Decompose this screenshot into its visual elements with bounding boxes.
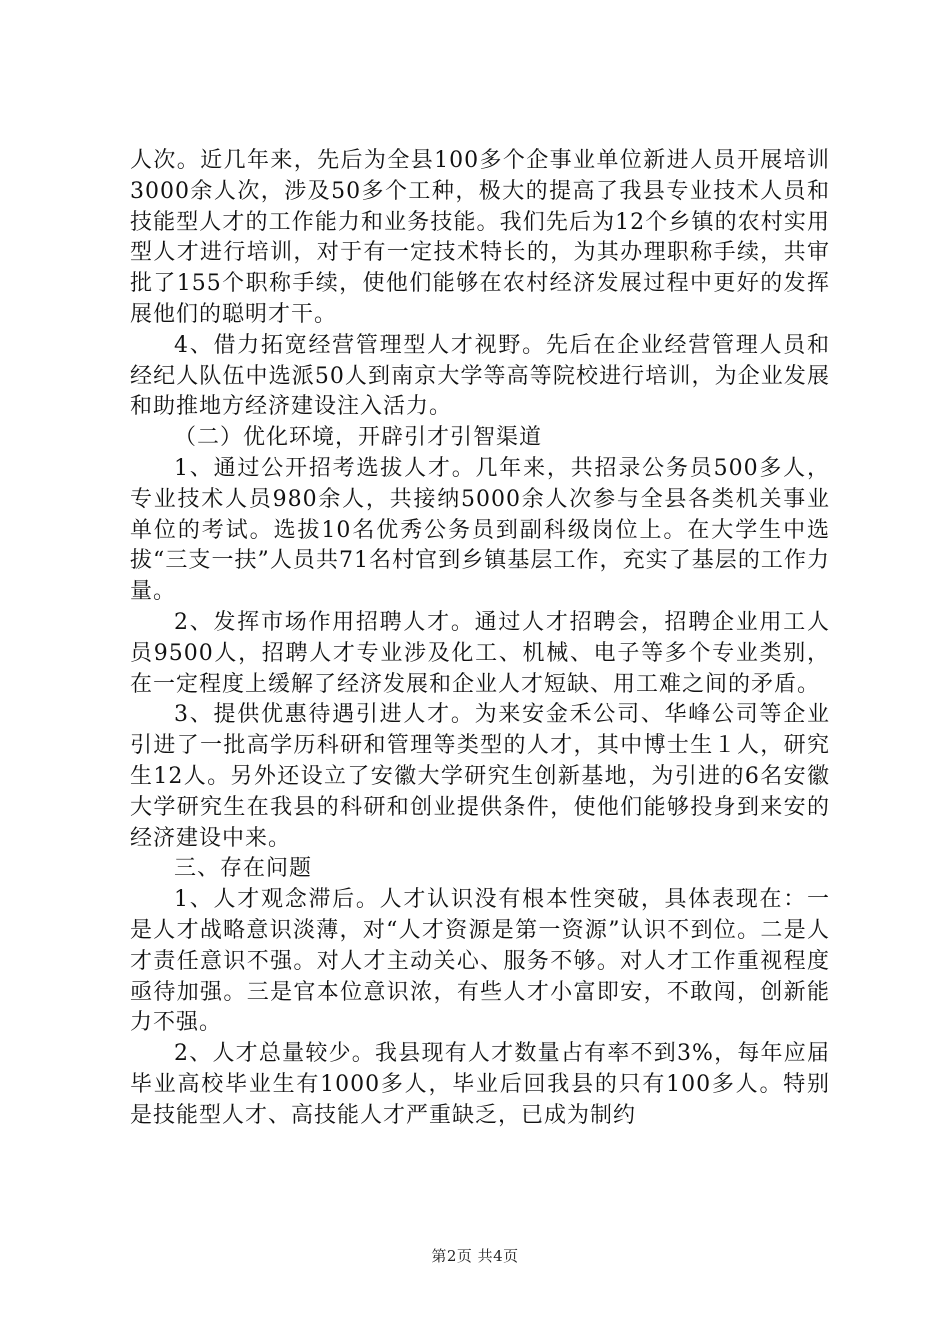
page-footer: 第2页 共4页 xyxy=(431,1247,519,1265)
paragraph-continuation: 人次。近几年来，先后为全县100多个企事业单位新进人员开展培训3000余人次，涉及50多个工种，极大的提高了我县专业技术人员和技能型人才的工作能力和业务技能。我们先后为12个乡镇的农村实用型人才进行培训，对于有一定技术特长的，为其办理职称手续，共审批了155个职称手续，使他们能够在农村经济发展过程中更好的发挥展他们的聪明才干。 xyxy=(130,148,830,327)
section-heading-optimize-environment: （二）优化环境，开辟引才引智渠道 xyxy=(174,425,543,451)
paragraph-item-2-market: 2、发挥市场作用招聘人才。通过人才招聘会，招聘企业用工人员9500人，招聘人才专业涉及化工、机械、电子等多个专业类别，在一定程度上缓解了经济发展和企业人才短缺、用工难之间的矛盾。 xyxy=(130,609,830,697)
paragraph-item-4: 4、借力拓宽经营管理型人才视野。先后在企业经营管理人员和经纪人队伍中选派50人到南京大学等高等院校进行培训，为企业发展和助推地方经济建设注入活力。 xyxy=(130,332,830,420)
section-heading-problems: 三、存在问题 xyxy=(174,856,313,882)
paragraph-item-3-incentives: 3、提供优惠待遇引进人才。为来安金禾公司、华峰公司等企业引进了一批高学历科研和管理等类型的人才，其中博士生１人，研究生12人。另外还设立了安徽大学研究生创新基地，为引进的6名安徽大学研究生在我县的科研和创业提供条件，使他们能够投身到来安的经济建设中来。 xyxy=(130,702,830,851)
paragraph-problem-2: 2、人才总量较少。我县现有人才数量占有率不到3%，每年应届毕业高校毕业生有1000多人，毕业后回我县的只有100多人。特别是技能型人才、高技能人才严重缺乏，已成为制约 xyxy=(130,1041,830,1128)
paragraph-problem-1: 1、人才观念滞后。人才认识没有根本性突破，具体表现在：一是人才战略意识淡薄，对“人才资源是第一资源”认识不到位。二是人才责任意识不强。对人才主动关心、服务不够。对人才工作重视程度亟待加强。三是官本位意识浓，有些人才小富即安，不敢闯，创新能力不强。 xyxy=(130,887,830,1036)
document-body xyxy=(130,146,830,1132)
paragraph-item-1-recruitment: 1、通过公开招考选拔人才。几年来，共招录公务员500多人，专业技术人员980余人，共接纳5000余人次参与全县各类机关事业单位的考试。选拔10名优秀公务员到副科级岗位上。在大学生中选拔“三支一扶”人员共71名村官到乡镇基层工作，充实了基层的工作力量。 xyxy=(130,455,830,605)
